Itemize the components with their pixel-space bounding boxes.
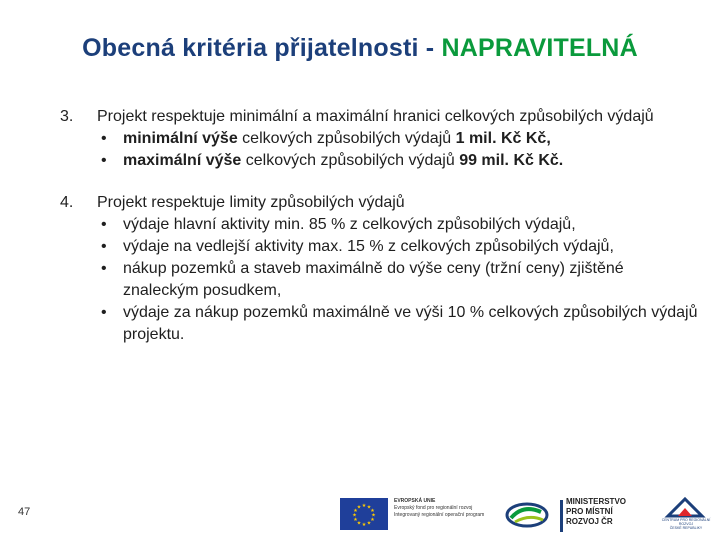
bullet-glyph: • <box>101 152 107 169</box>
svg-text:★: ★ <box>361 503 367 509</box>
bullet-item <box>99 128 700 150</box>
bullet-glyph: • <box>101 260 107 277</box>
criterion-heading: Projekt respektuje minimální a maximální hranici celkových způsobilých výdajů <box>97 108 654 125</box>
bullet-bold-value: 1 mil. Kč Kč, <box>455 130 551 147</box>
svg-text:★: ★ <box>356 504 362 511</box>
irop-logo-icon <box>505 500 549 530</box>
svg-text:★: ★ <box>366 504 372 511</box>
slide-title <box>0 34 720 63</box>
criterion-item-4 <box>60 192 700 346</box>
bullet-text: celkových způsobilých výdajů <box>241 152 460 169</box>
svg-text:★: ★ <box>371 512 376 519</box>
bullet-glyph: • <box>101 304 107 321</box>
bullet-bold: minimální výše <box>123 130 238 147</box>
eu-line: EVROPSKÁ UNIE <box>394 498 436 504</box>
bullet-glyph: • <box>101 130 107 147</box>
criterion-heading: Projekt respektuje limity způsobilých výdajů <box>97 194 405 211</box>
bullet-text: výdaje za nákup pozemků maximálně ve výši 10 % celkových způsobilých výdajů projektu. <box>123 304 698 343</box>
slide-title-main: Obecná kritéria přijatelnosti - <box>82 34 442 62</box>
crr-line: ČESKÉ REPUBLIKY <box>669 526 703 530</box>
crr-logo-text <box>658 518 714 530</box>
bullet-item <box>99 236 700 258</box>
eu-line: Integrovaný regionální operační program <box>394 512 485 518</box>
bullet-item <box>99 258 700 302</box>
bullet-text: celkových způsobilých výdajů <box>237 130 456 147</box>
criterion-item-3 <box>60 106 700 172</box>
page-number: 47 <box>18 506 31 518</box>
svg-text:★: ★ <box>356 520 362 527</box>
eu-logo-text <box>394 498 494 519</box>
bullet-text: výdaje na vedlejší aktivity max. 15 % z celkových způsobilých výdajů, <box>123 238 614 255</box>
eu-flag-icon <box>340 498 388 530</box>
bullet-text: výdaje hlavní aktivity min. 85 % z celkových způsobilých výdajů, <box>123 216 576 233</box>
svg-text:★: ★ <box>366 520 372 527</box>
criterion-number: 3. <box>60 108 74 125</box>
slide-title-accent: NAPRAVITELNÁ <box>441 34 638 62</box>
ministry-logo-text <box>566 497 626 527</box>
bullet-text: nákup pozemků a staveb maximálně do výše ceny (tržní ceny) zjištěné znaleckým posudkem, <box>123 260 624 299</box>
svg-text:★: ★ <box>352 512 357 519</box>
crr-line: CENTRUM PRO REGIONÁLNÍ ROZVOJ <box>661 518 711 526</box>
criterion-bullets <box>97 128 700 172</box>
bullet-bold: maximální výše <box>123 152 242 169</box>
bullet-item <box>99 150 700 172</box>
ministry-line: PRO MÍSTNÍ <box>566 507 613 516</box>
bullet-item <box>99 214 700 236</box>
svg-text:★: ★ <box>370 517 375 523</box>
svg-text:★: ★ <box>353 517 358 523</box>
bullet-glyph: • <box>101 238 107 255</box>
criterion-bullets <box>97 214 700 346</box>
footer-logos <box>340 494 715 536</box>
ministry-line: MINISTERSTVO <box>566 497 627 506</box>
criterion-number: 4. <box>60 194 74 211</box>
slide-content <box>60 106 700 366</box>
svg-text:★: ★ <box>370 508 375 514</box>
bullet-glyph: • <box>101 216 107 233</box>
eu-line: Evropský fond pro regionální rozvoj <box>394 505 473 511</box>
svg-text:★: ★ <box>361 522 367 528</box>
bullet-bold-value: 99 mil. Kč Kč. <box>459 152 564 169</box>
svg-text:★: ★ <box>353 508 358 514</box>
bullet-item <box>99 302 700 346</box>
ministry-line: ROZVOJ ČR <box>566 517 613 526</box>
